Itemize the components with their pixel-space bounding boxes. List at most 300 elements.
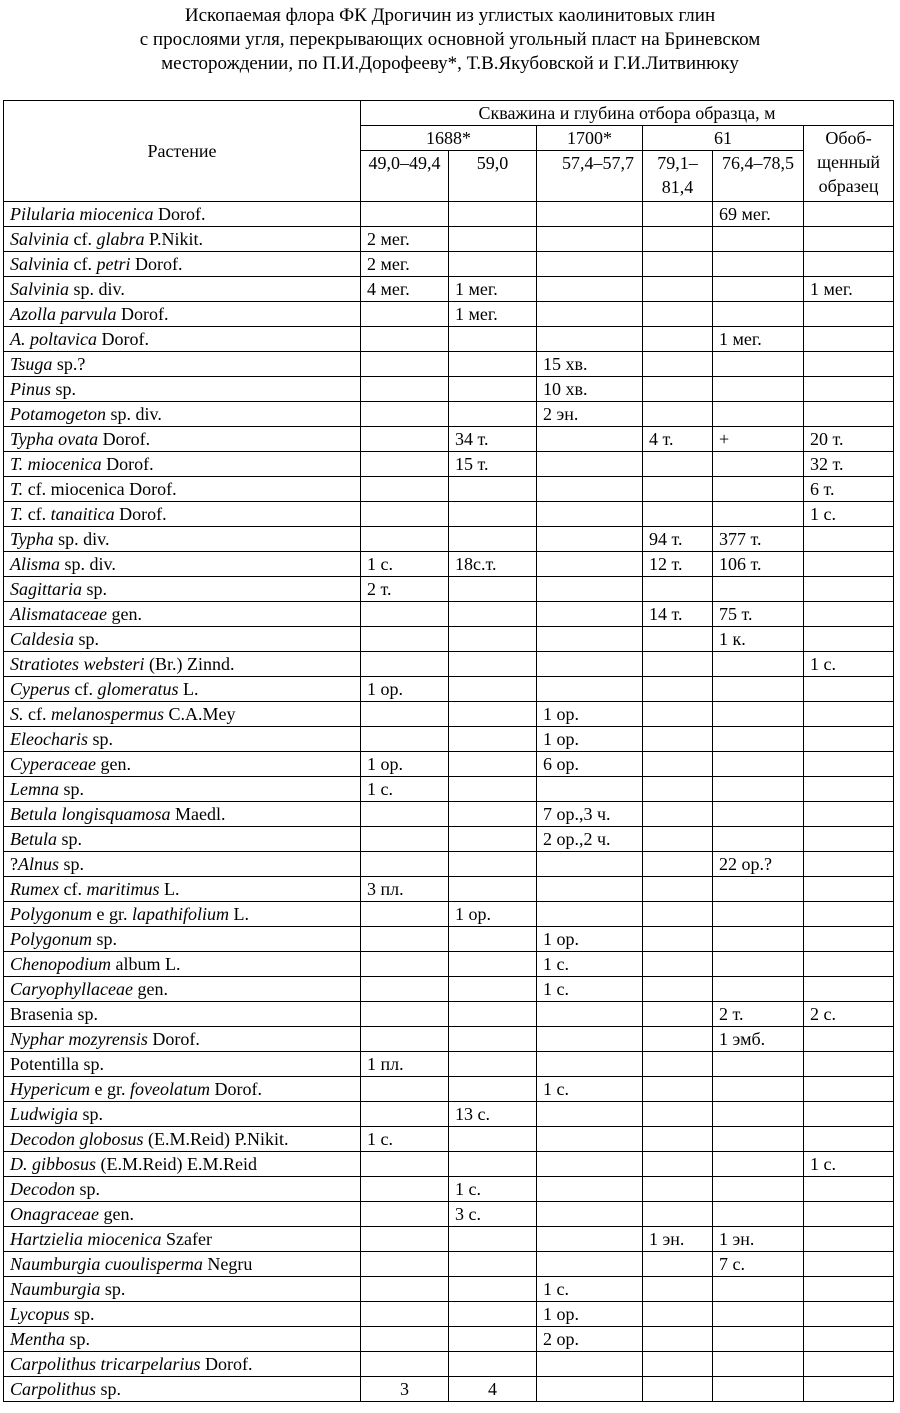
table-row (4, 1027, 894, 1052)
count-cell (713, 727, 804, 752)
count-cell (361, 402, 449, 427)
count-cell (537, 627, 643, 652)
count-cell (643, 677, 713, 702)
count-cell: 1 ор. (449, 902, 537, 927)
count-cell (804, 727, 894, 752)
count-cell (713, 577, 804, 602)
count-cell (643, 802, 713, 827)
table-row (4, 1177, 894, 1202)
plant-name-part: Dorof. (130, 254, 183, 274)
count-cell: 32 т. (804, 452, 894, 477)
count-cell (804, 877, 894, 902)
plant-name-cell (4, 252, 361, 277)
count-cell (361, 1302, 449, 1327)
count-cell: 106 т. (713, 552, 804, 577)
plant-name-cell (4, 1177, 361, 1202)
count-cell (537, 252, 643, 277)
generalized-sample-header: Обоб-щенный образец (804, 126, 894, 202)
count-cell (361, 352, 449, 377)
count-cell (449, 327, 537, 352)
count-cell (537, 502, 643, 527)
count-cell (804, 752, 894, 777)
count-cell (361, 1177, 449, 1202)
count-cell (713, 1152, 804, 1177)
plant-name-part: A. poltavica (10, 329, 97, 349)
plant-name-cell (4, 877, 361, 902)
plant-name-part: T. (10, 504, 24, 524)
count-cell (643, 1252, 713, 1277)
count-cell (643, 402, 713, 427)
count-cell: 2 мег. (361, 252, 449, 277)
count-cell (804, 1177, 894, 1202)
count-cell (361, 327, 449, 352)
count-cell: 6 ор. (537, 752, 643, 777)
count-cell (643, 227, 713, 252)
count-cell: 1 ор. (537, 727, 643, 752)
count-cell: 13 с. (449, 1102, 537, 1127)
plant-name-part: (E.M.Reid) E.M.Reid (96, 1154, 257, 1174)
count-cell (449, 252, 537, 277)
count-cell (449, 952, 537, 977)
count-cell (713, 802, 804, 827)
count-cell (804, 677, 894, 702)
count-cell (643, 1327, 713, 1352)
plant-name-part: Dorof. (153, 204, 206, 224)
count-cell (449, 502, 537, 527)
plant-name-part: Decodon (10, 1179, 75, 1199)
count-cell (643, 502, 713, 527)
count-cell (537, 527, 643, 552)
plant-name-part: Stratiotes websteri (10, 654, 145, 674)
count-cell (643, 852, 713, 877)
count-cell (361, 602, 449, 627)
plant-name-part: petri (96, 254, 131, 274)
plant-name-cell (4, 202, 361, 227)
count-cell (449, 1027, 537, 1052)
plant-name-part: sp. div. (53, 529, 110, 549)
count-cell: 1 с. (804, 1152, 894, 1177)
count-cell (449, 602, 537, 627)
table-row (4, 877, 894, 902)
plant-name-cell (4, 1377, 361, 1402)
count-cell (449, 1127, 537, 1152)
count-cell (449, 1152, 537, 1177)
plant-name-cell (4, 727, 361, 752)
plant-name-cell (4, 902, 361, 927)
count-cell (537, 1102, 643, 1127)
count-cell (537, 1002, 643, 1027)
plant-name-cell (4, 652, 361, 677)
count-cell (537, 1127, 643, 1152)
count-cell: 1 ор. (361, 677, 449, 702)
count-cell (449, 827, 537, 852)
plant-name-part: foveolatum (129, 1079, 210, 1099)
plant-name-part: L. (229, 904, 249, 924)
count-cell (713, 777, 804, 802)
table-row (4, 977, 894, 1002)
count-cell (643, 1127, 713, 1152)
plant-name-part: sp. (64, 1329, 90, 1349)
table-body (4, 202, 894, 1402)
count-cell: 1 ор. (361, 752, 449, 777)
count-cell: 2 т. (713, 1002, 804, 1027)
plant-name-part: Dorof. (209, 1079, 262, 1099)
plant-name-part: cf. (69, 229, 97, 249)
borehole-1688-header: 1688* (361, 126, 537, 151)
count-cell: 1 эн. (713, 1227, 804, 1252)
count-cell: 1 пл. (361, 1052, 449, 1077)
count-cell: 1 с. (537, 977, 643, 1002)
plant-name-part: sp. (59, 854, 85, 874)
count-cell (537, 652, 643, 677)
plant-name-part: (E.M.Reid) P.Nikit. (143, 1129, 289, 1149)
plant-name-part: sp.? (52, 354, 86, 374)
count-cell: 15 хв. (537, 352, 643, 377)
count-cell: 1 мег. (449, 302, 537, 327)
count-cell: 4 (449, 1377, 537, 1402)
table-row (4, 227, 894, 252)
count-cell (449, 202, 537, 227)
count-cell (804, 1127, 894, 1152)
count-cell: 75 т. (713, 602, 804, 627)
count-cell (449, 227, 537, 252)
plant-name-part: Alismataceae (10, 604, 107, 624)
plant-name-part: Chenopodium (10, 954, 111, 974)
count-cell (643, 827, 713, 852)
count-cell (449, 777, 537, 802)
plant-name-part: Caldesia (10, 629, 75, 649)
count-cell (361, 477, 449, 502)
count-cell (643, 1302, 713, 1327)
count-cell (643, 627, 713, 652)
count-cell: 22 ор.? (713, 852, 804, 877)
plant-name-part: Onagraceae (10, 1204, 99, 1224)
count-cell: 377 т. (713, 527, 804, 552)
count-cell: 34 т. (449, 427, 537, 452)
count-cell (804, 1077, 894, 1102)
plant-name-part: cf. (58, 879, 87, 899)
table-row (4, 1377, 894, 1402)
count-cell (361, 302, 449, 327)
count-cell (713, 452, 804, 477)
count-cell (537, 1227, 643, 1252)
plant-name-part: sp. (74, 629, 100, 649)
plant-name-part: Typha (10, 529, 54, 549)
plant-name-part: Rumex (10, 879, 59, 899)
count-cell: 1 ор. (537, 702, 643, 727)
count-cell (804, 227, 894, 252)
count-cell (643, 877, 713, 902)
plant-name-part: cf. (23, 704, 51, 724)
plant-name-cell (4, 1227, 361, 1252)
plant-name-part: Salvinia (10, 254, 69, 274)
plant-name-part: Ludwigia (10, 1104, 79, 1124)
count-cell (449, 652, 537, 677)
plant-name-part: sp. div. (60, 554, 116, 574)
table-row (4, 277, 894, 302)
count-cell (537, 902, 643, 927)
plant-name-part: Dorof. (116, 304, 169, 324)
plant-name-cell (4, 502, 361, 527)
table-row (4, 1352, 894, 1377)
plant-name-part: L. (178, 679, 199, 699)
plant-name-part: sp. (88, 729, 114, 749)
count-cell (643, 902, 713, 927)
count-cell (449, 577, 537, 602)
count-cell (537, 277, 643, 302)
page-title (0, 4, 900, 76)
table-row (4, 452, 894, 477)
table-row (4, 1152, 894, 1177)
plant-name-part: Betula longisquamosa (10, 804, 171, 824)
plant-name-cell (4, 1002, 361, 1027)
plant-name-part: sp. (78, 1104, 104, 1124)
count-cell (643, 377, 713, 402)
plant-column-header: Растение (4, 101, 361, 202)
plant-name-part: Mentha (10, 1329, 65, 1349)
count-cell (643, 977, 713, 1002)
plant-name-cell (4, 1152, 361, 1177)
table-row (4, 427, 894, 452)
plant-name-part: Lycopus (10, 1304, 70, 1324)
count-cell: 1 с. (361, 552, 449, 577)
plant-name-cell (4, 227, 361, 252)
count-cell (804, 577, 894, 602)
plant-name-cell (4, 377, 361, 402)
count-cell (643, 577, 713, 602)
count-cell (713, 977, 804, 1002)
plant-name-part: Cyperaceae (10, 754, 96, 774)
count-cell: 3 (361, 1377, 449, 1402)
plant-name-part: Nyphar mozyrensis (10, 1029, 148, 1049)
plant-name-part: Hartzielia miocenica (10, 1229, 162, 1249)
count-cell (713, 1352, 804, 1377)
count-cell (643, 952, 713, 977)
count-cell (361, 1352, 449, 1377)
plant-name-cell (4, 402, 361, 427)
table-row (4, 927, 894, 952)
count-cell (713, 902, 804, 927)
count-cell: 4 т. (643, 427, 713, 452)
depth-61-b-header: 76,4–78,5 (713, 151, 804, 202)
plant-name-part: Cyperus (10, 679, 70, 699)
count-cell (804, 377, 894, 402)
count-cell (804, 1027, 894, 1052)
plant-name-part: Potamogeton (10, 404, 106, 424)
plant-name-part: L. (159, 879, 180, 899)
count-cell (537, 602, 643, 627)
table-row (4, 1302, 894, 1327)
plant-name-part: sp. (51, 379, 77, 399)
plant-name-part: Lemna (10, 779, 59, 799)
count-cell (449, 402, 537, 427)
plant-name-cell (4, 1327, 361, 1352)
count-cell (537, 477, 643, 502)
plant-name-part: Szafer (161, 1229, 212, 1249)
title-line-3: месторождении, по П.И.Дорофееву*, Т.В.Якубовской и Г.И.Литвинюку (161, 53, 739, 74)
flora-table (3, 100, 894, 1402)
plant-name-part: Dorof. (200, 1354, 253, 1374)
count-cell: 1 эн. (643, 1227, 713, 1252)
plant-name-part: Carpolithus (10, 1379, 97, 1399)
count-cell: 1 эмб. (713, 1027, 804, 1052)
count-cell (643, 727, 713, 752)
count-cell (361, 502, 449, 527)
plant-name-part: Azolla parvula (10, 304, 117, 324)
count-cell (804, 977, 894, 1002)
count-cell (361, 802, 449, 827)
count-cell (713, 927, 804, 952)
count-cell (804, 852, 894, 877)
count-cell: 1 ор. (537, 927, 643, 952)
plant-name-part: (Br.) Zinnd. (144, 654, 235, 674)
plant-name-cell (4, 1302, 361, 1327)
count-cell (643, 277, 713, 302)
plant-name-part: sp. (57, 829, 83, 849)
count-cell: 18с.т. (449, 552, 537, 577)
count-cell (537, 1177, 643, 1202)
count-cell (804, 202, 894, 227)
count-cell (537, 427, 643, 452)
count-cell (449, 1002, 537, 1027)
count-cell (643, 477, 713, 502)
count-cell: 1 ор. (537, 1302, 643, 1327)
count-cell (449, 1252, 537, 1277)
table-row (4, 752, 894, 777)
plant-name-part: gen. (95, 754, 131, 774)
plant-name-part: D. gibbosus (10, 1154, 97, 1174)
count-cell (804, 827, 894, 852)
count-cell: 7 с. (713, 1252, 804, 1277)
table-row (4, 252, 894, 277)
depth-1688-b-header: 59,0 (449, 151, 537, 202)
count-cell: 3 с. (449, 1202, 537, 1227)
plant-name-part: glomeratus (97, 679, 179, 699)
count-cell (361, 627, 449, 652)
count-cell (804, 927, 894, 952)
plant-name-part: cf. (69, 254, 97, 274)
count-cell: 10 хв. (537, 377, 643, 402)
table-row (4, 777, 894, 802)
table-row (4, 802, 894, 827)
count-cell (537, 577, 643, 602)
depth-61-a-header: 79,1–81,4 (643, 151, 713, 202)
plant-name-part: maritimus (86, 879, 160, 899)
plant-name-part: glabra (96, 229, 145, 249)
count-cell (643, 302, 713, 327)
plant-name-part: Decodon globosus (10, 1129, 144, 1149)
count-cell (643, 327, 713, 352)
plant-name-part: tanaitica (50, 504, 115, 524)
plant-name-part: e gr. (89, 1079, 130, 1099)
count-cell (449, 477, 537, 502)
count-cell: 20 т. (804, 427, 894, 452)
count-cell (449, 802, 537, 827)
count-cell: 1 с. (361, 777, 449, 802)
table-row (4, 302, 894, 327)
plant-name-part: Naumburgia (10, 1279, 101, 1299)
plant-name-part: Eleocharis (10, 729, 88, 749)
count-cell (361, 902, 449, 927)
table-row (4, 577, 894, 602)
count-cell (537, 1202, 643, 1227)
count-cell (804, 602, 894, 627)
plant-name-cell (4, 802, 361, 827)
plant-name-cell (4, 577, 361, 602)
count-cell (537, 227, 643, 252)
count-cell (643, 1102, 713, 1127)
plant-name-part: S. (10, 704, 24, 724)
count-cell (361, 452, 449, 477)
table-row (4, 202, 894, 227)
count-cell (713, 1102, 804, 1127)
title-line-2: с прослоями угля, перекрывающих основной угольный пласт на Бриневском (139, 29, 761, 50)
count-cell (449, 877, 537, 902)
count-cell (713, 1127, 804, 1152)
count-cell (713, 302, 804, 327)
count-cell (713, 952, 804, 977)
table-row (4, 527, 894, 552)
count-cell: 1 к. (713, 627, 804, 652)
count-cell (643, 1202, 713, 1227)
plant-name-part: sp. (74, 1179, 100, 1199)
plant-name-part: Alisma (10, 554, 61, 574)
count-cell (537, 202, 643, 227)
count-cell (361, 702, 449, 727)
plant-name-part: T. (10, 479, 24, 499)
plant-name-cell (4, 1027, 361, 1052)
count-cell (804, 1227, 894, 1252)
plant-name-part: C.A.Mey (163, 704, 236, 724)
count-cell: 1 с. (804, 652, 894, 677)
count-cell (804, 1302, 894, 1327)
plant-name-cell (4, 677, 361, 702)
count-cell: 1 с. (537, 1077, 643, 1102)
plant-name-part: Betula (10, 829, 57, 849)
table-row (4, 1277, 894, 1302)
plant-name-part: sp. (69, 1304, 95, 1324)
count-cell: + (713, 427, 804, 452)
plant-name-cell (4, 352, 361, 377)
count-cell (643, 1027, 713, 1052)
borehole-61-header: 61 (643, 126, 804, 151)
plant-name-part: Negru (202, 1254, 253, 1274)
count-cell (713, 1302, 804, 1327)
plant-name-part: sp. div. (106, 404, 162, 424)
count-cell: 1 с. (537, 1277, 643, 1302)
count-cell (361, 1002, 449, 1027)
plant-name-cell (4, 627, 361, 652)
count-cell (361, 377, 449, 402)
count-cell (643, 1077, 713, 1102)
count-cell (713, 1052, 804, 1077)
plant-name-cell (4, 827, 361, 852)
count-cell (643, 352, 713, 377)
count-cell: 4 мег. (361, 277, 449, 302)
title-line-1: Ископаемая флора ФК Дрогичин из углистых каолинитовых глин (184, 5, 716, 26)
count-cell (804, 902, 894, 927)
plant-name-cell (4, 777, 361, 802)
count-cell (537, 1027, 643, 1052)
count-cell: 2 с. (804, 1002, 894, 1027)
count-cell (713, 277, 804, 302)
plant-name-part: Dorof. (98, 429, 151, 449)
count-cell (713, 352, 804, 377)
count-cell (537, 1252, 643, 1277)
count-cell (804, 627, 894, 652)
count-cell (537, 1352, 643, 1377)
count-cell (449, 1227, 537, 1252)
